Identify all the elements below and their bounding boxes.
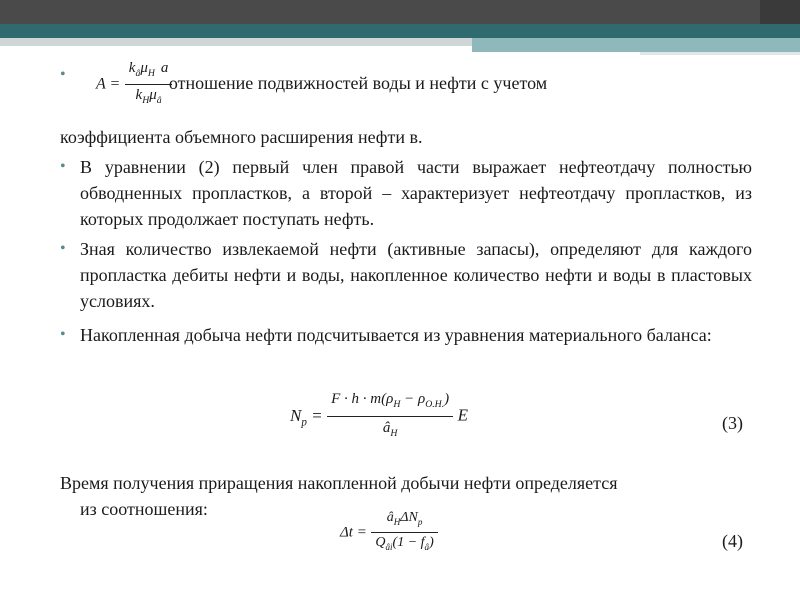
equation-3: $N_p$ = $\frac{F \cdot h \cdot m(\rho_H - \rho_{O.H.})}{â_H}$ E: [290, 388, 468, 448]
header-teal-strip: [0, 24, 800, 38]
paragraph-1: В уравнении (2) первый член правой части выражает нефтеотдачу полностью обводненных пропластков, а второй – характеризует нефтеотдачу пропластков, из которых продолжает поступать нефть.: [80, 157, 752, 229]
formula-a-fraction: $\frac{k_â\mu_H a}{k_H\mu_â}$: [125, 58, 173, 111]
bullet-icon: •: [60, 326, 66, 343]
header-dark-strip: [0, 0, 800, 24]
line1-text: отношение подвижностей воды и нефти с учетом: [168, 72, 548, 93]
bullet-icon: •: [60, 158, 66, 175]
header-light-teal-strip: [472, 38, 800, 52]
equation-3-label: (3): [722, 413, 743, 433]
equation-3-fraction: $\frac{F \cdot h \cdot m(\rho_H - \rho_{O.H.})}{â_H}$: [327, 388, 453, 445]
header-thin-line: [640, 52, 800, 55]
paragraph-3: Накопленная добыча нефти подсчитывается из уравнения материального баланса:: [80, 325, 712, 345]
line2-text: коэффициента объемного расширения нефти в.: [60, 127, 423, 147]
bullet-icon: •: [60, 66, 66, 83]
formula-a-line: [96, 58, 547, 110]
equation-4-fraction: $\frac{â_H\Delta N_p}{Q_{âi}(1 - f_â)}$: [371, 508, 437, 557]
bullet-icon: •: [60, 240, 66, 257]
header-dark-corner: [760, 0, 800, 24]
header-gray-strip: [0, 38, 472, 46]
equation-4-label: (4): [722, 531, 743, 551]
paragraph-2: Зная количество извлекаемой нефти (активные запасы), определяют для каждого пропластка дебиты нефти и воды, накопленное количество нефти и воды в пластовых условиях.: [80, 239, 752, 311]
equation-4: Δt = $\frac{â_H\Delta N_p}{Q_{âi}(1 - f_â)}$: [340, 508, 438, 564]
paragraph-4-line2: из соотношения:: [80, 499, 208, 519]
paragraph-4-line1: Время получения приращения накопленной добычи нефти определяется: [60, 473, 618, 493]
formula-a-lhs: A =: [96, 75, 121, 93]
